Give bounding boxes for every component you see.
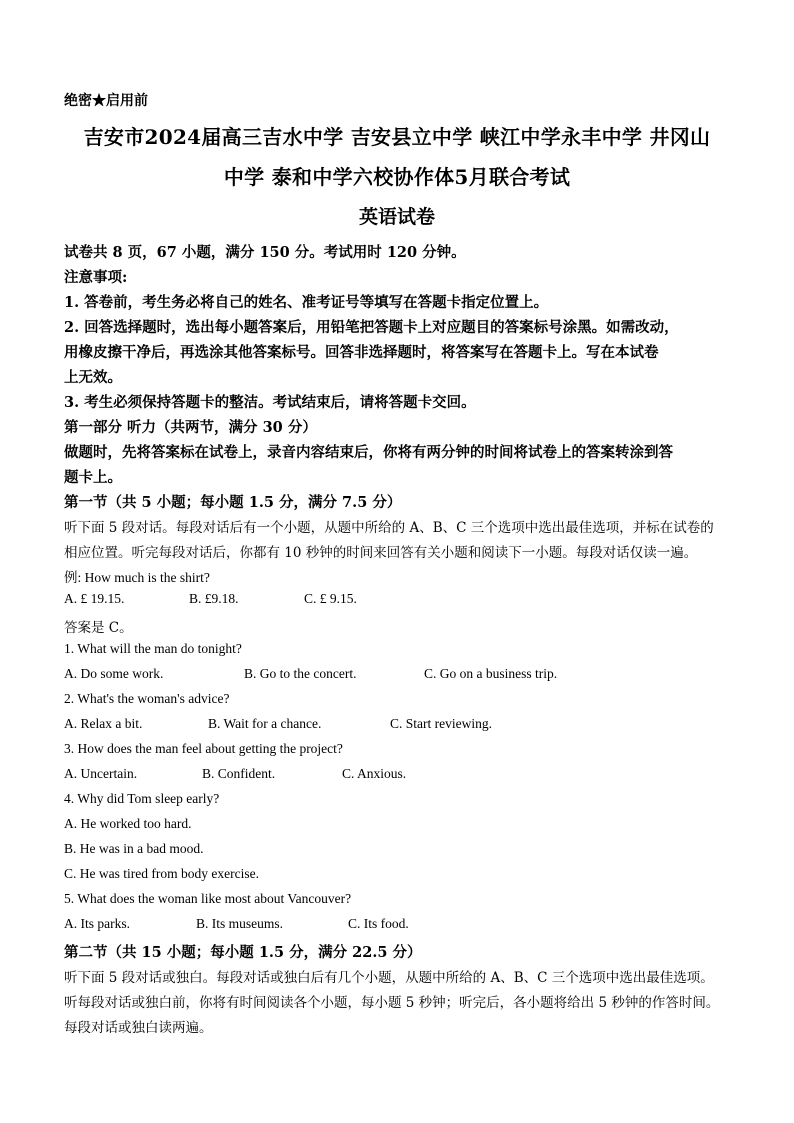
- section2-directions-line-1: 听下面 5 段对话或独白。每段对话或独白后有几个小题，从题中所给的 A、B、C 三个选项中选出最佳选项。: [64, 970, 714, 986]
- exam-title-line-2: 中学 泰和中学六校协作体5月联合考试: [223, 165, 571, 189]
- note-1: 1. 答卷前，考生务必将自己的姓名、准考证号等填写在答题卡指定位置上。: [64, 294, 549, 311]
- confidential-mark: 绝密★启用前: [64, 93, 148, 109]
- question-4-option-c: C. He was tired from body exercise.: [64, 866, 259, 881]
- question-4-option-a: A. He worked too hard.: [64, 816, 192, 831]
- question-5-option-c: C. Its food.: [348, 916, 409, 931]
- question-1: 1. What will the man do tonight?: [64, 641, 242, 656]
- section1-directions-line-2: 相应位置。听完每段对话后，你都有 10 秒钟的时间来回答有关小题和阅读下一小题。每段对话仅读一遍。: [64, 545, 698, 561]
- part1-heading: 第一部分 听力（共两节，满分 30 分）: [64, 419, 317, 436]
- note-2-line-3: 上无效。: [64, 369, 122, 386]
- section2-directions-line-3: 每段对话或独白读两遍。: [64, 1020, 213, 1036]
- example-option-b: B. £9.18.: [189, 591, 239, 606]
- note-2-line-1: 2. 回答选择题时，选出每小题答案后，用铅笔把答题卡上对应题目的答案标号涂黑。如需改动，: [64, 319, 679, 336]
- question-1-option-a: A. Do some work.: [64, 666, 164, 681]
- example-option-c: C. £ 9.15.: [304, 591, 357, 606]
- section2-directions-line-2: 听每段对话或独白前，你将有时间阅读各个小题，每小题 5 秒钟；听完后，各小题将给出 5 秒钟的作答时间。: [64, 995, 720, 1011]
- question-4-option-b: B. He was in a bad mood.: [64, 841, 204, 856]
- question-3-option-b: B. Confident.: [202, 766, 276, 781]
- section2-heading: 第二节（共 15 小题；每小题 1.5 分，满分 22.5 分）: [64, 944, 422, 961]
- exam-info: 试卷共 8 页，67 小题，满分 150 分。考试用时 120 分钟。: [64, 244, 466, 261]
- question-5-option-a: A. Its parks.: [64, 916, 130, 931]
- question-3-option-a: A. Uncertain.: [64, 766, 138, 781]
- question-2-option-c: C. Start reviewing.: [390, 716, 492, 731]
- question-2-option-b: B. Wait for a chance.: [208, 716, 322, 731]
- note-3: 3. 考生必须保持答题卡的整洁。考试结束后，请将答题卡交回。: [64, 394, 476, 411]
- section1-directions-line-1: 听下面 5 段对话。每段对话后有一个小题，从题中所给的 A、B、C 三个选项中选出最佳选项，并标在试卷的: [64, 520, 714, 536]
- question-1-option-b: B. Go to the concert.: [244, 666, 357, 681]
- part1-intro-line-2: 题卡上。: [64, 469, 122, 486]
- part1-intro-line-1: 做题时，先将答案标在试卷上，录音内容结束后，你将有两分钟的时间将试卷上的答案转涂到答: [64, 444, 673, 461]
- example-question: 例: How much is the shirt?: [64, 570, 210, 585]
- subject-title: 英语试卷: [358, 206, 435, 228]
- question-2-option-a: A. Relax a bit.: [64, 716, 143, 731]
- question-5-option-b: B. Its museums.: [196, 916, 284, 931]
- note-2-line-2: 用橡皮擦干净后，再选涂其他答案标号。回答非选择题时，将答案写在答题卡上。写在本试卷: [64, 344, 659, 361]
- exam-title-line-1: 吉安市2024届高三吉水中学 吉安县立中学 峡江中学永丰中学 井冈山: [83, 125, 711, 149]
- question-1-option-c: C. Go on a business trip.: [424, 666, 558, 681]
- question-4: 4. Why did Tom sleep early?: [64, 791, 220, 806]
- section1-heading: 第一节（共 5 小题；每小题 1.5 分，满分 7.5 分）: [64, 494, 402, 511]
- example-option-a: A. £ 19.15.: [64, 591, 125, 606]
- question-5: 5. What does the woman like most about Vancouver?: [64, 891, 352, 906]
- question-3: 3. How does the man feel about getting the project?: [64, 741, 343, 756]
- question-3-option-c: C. Anxious.: [342, 766, 407, 781]
- example-answer: 答案是 C。: [64, 620, 133, 636]
- notes-title: 注意事项:: [64, 269, 128, 286]
- question-2: 2. What's the woman's advice?: [64, 691, 230, 706]
